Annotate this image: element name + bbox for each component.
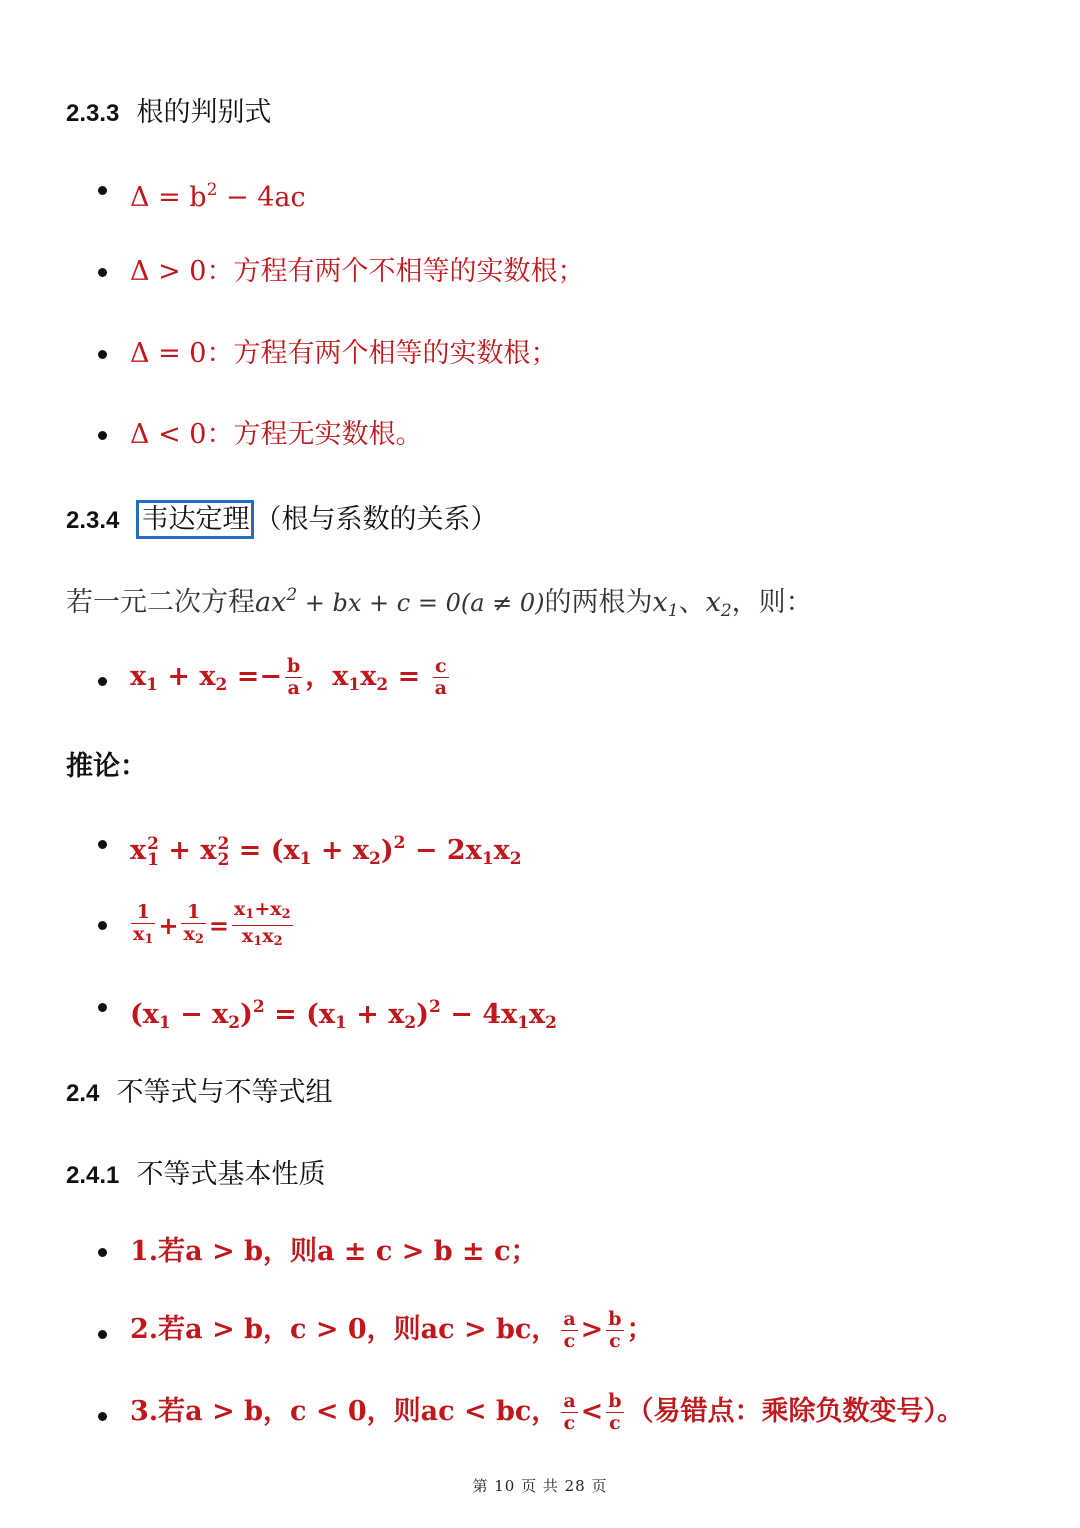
sub: 1 (481, 849, 494, 869)
bullet-icon (98, 431, 107, 440)
sub: 1 (348, 675, 361, 695)
x: x (262, 925, 274, 947)
sub: 1 (517, 1013, 530, 1033)
denominator (232, 926, 293, 952)
op: (x (130, 999, 159, 1030)
intro-eq-b: + bx + c = 0(a ≠ 0) (297, 589, 545, 617)
section-number: 2.4.1 (66, 1162, 120, 1189)
bullet-icon (98, 840, 107, 849)
p2-pre: 2.若a > b，c > 0，则ac > bc， (130, 1314, 559, 1345)
sub: 2 (369, 849, 381, 869)
sub: 1 (146, 675, 158, 695)
x: x (199, 661, 216, 692)
x: x (233, 898, 246, 920)
sub: 1 (245, 907, 255, 922)
op: + (157, 661, 200, 692)
def-sup: 2 (206, 180, 218, 200)
denominator: c (563, 1330, 576, 1352)
x: x (130, 661, 147, 692)
numerator (232, 899, 293, 926)
denominator: c (609, 1330, 621, 1352)
fraction (131, 902, 155, 950)
sup: 2 (147, 833, 159, 854)
inequality-property-1: 1.若a > b，则a ± c > b ± c； (130, 1236, 538, 1267)
op: = (x (264, 999, 336, 1030)
bullet-icon (98, 1248, 107, 1257)
boxed-term: 韦达定理 (136, 500, 254, 539)
sub: 2 (509, 849, 522, 869)
bullet-icon (98, 1412, 107, 1421)
denominator: c (563, 1412, 576, 1434)
denominator: a (287, 677, 300, 699)
intro-eq-a: ax (255, 587, 287, 618)
bullet-icon (98, 677, 107, 686)
comma: ， (305, 661, 333, 692)
op: =− (227, 661, 282, 692)
bullet-icon (98, 186, 107, 195)
formula-reciprocal-sum (128, 899, 296, 952)
numerator: a (563, 1390, 576, 1412)
heading-2-4 (66, 1070, 332, 1109)
sub: 2 (281, 907, 291, 922)
denominator (131, 924, 155, 950)
sub: 2 (228, 1013, 241, 1033)
section-title: 不等式基本性质 (136, 1159, 326, 1190)
x: x (388, 999, 405, 1030)
inequality-property-2 (130, 1309, 654, 1352)
sub: 2 (217, 849, 230, 870)
op: + (346, 999, 389, 1030)
op: + (158, 911, 179, 940)
intro-pre: 若一元二次方程 (66, 587, 255, 618)
page-footer: 第 10 页 共 28 页 (472, 1477, 608, 1495)
x: x (241, 925, 254, 947)
x: x (130, 835, 147, 866)
x: x (200, 835, 217, 866)
op: < (580, 1396, 604, 1427)
x: x (270, 898, 282, 920)
numerator: 1 (131, 902, 155, 924)
denominator (181, 924, 205, 950)
p2-end: ； (626, 1314, 654, 1345)
op: − 2x (405, 835, 482, 866)
intro-post: ，则： (731, 587, 813, 618)
fraction (561, 1391, 577, 1434)
vieta-formula (130, 656, 452, 703)
section-number: 2.3.3 (66, 100, 120, 127)
numerator: a (563, 1308, 576, 1330)
fraction (433, 656, 449, 699)
op: − 4x (440, 999, 518, 1030)
fraction (285, 656, 302, 699)
formula-difference-square (130, 989, 557, 1041)
op: = (208, 911, 229, 940)
sub: 1 (335, 1013, 347, 1033)
sub: 1 (299, 849, 312, 869)
intro-s1: 1 (667, 601, 679, 621)
numerator: 1 (181, 902, 205, 924)
section-number: 2.4 (66, 1080, 100, 1107)
paren: ) (416, 999, 430, 1030)
def-pre: Δ = b (130, 182, 207, 213)
p3-pre: 3.若a > b，c < 0，则ac < bc， (130, 1396, 559, 1427)
corollary-label: 推论： (66, 751, 147, 782)
sub: 1 (147, 849, 159, 870)
x: x (493, 835, 510, 866)
x: x (360, 661, 377, 692)
numerator: c (433, 656, 449, 678)
paren: ) (240, 999, 253, 1030)
sub: 2 (545, 1013, 557, 1033)
def-post: − 4ac (217, 182, 306, 213)
bullet-icon (98, 350, 107, 359)
intro-x1: x (652, 587, 668, 618)
discriminant-zero: Δ = 0：方程有两个相等的实数根； (130, 338, 558, 369)
paren: ) (380, 835, 394, 866)
op: − x (170, 999, 229, 1030)
sup: 2 (429, 997, 441, 1017)
discriminant-definition (130, 172, 306, 216)
fraction (606, 1309, 623, 1352)
fraction (561, 1309, 577, 1352)
section-number: 2.3.4 (66, 507, 120, 534)
discriminant-positive: Δ > 0：方程有两个不相等的实数根； (130, 256, 585, 287)
intro-s2: 2 (720, 601, 732, 621)
numerator: b (608, 1390, 622, 1412)
p3-end: （易错点：乘除负数变号）。 (626, 1396, 965, 1427)
formula-sum-of-squares (130, 825, 522, 877)
section-title-rest: （根与系数的关系） (254, 504, 498, 535)
supsub (217, 833, 230, 870)
denominator: c (609, 1412, 621, 1434)
sub: 2 (376, 675, 389, 695)
numerator: b (287, 655, 301, 677)
op: + (158, 835, 201, 866)
intro-x2: x (705, 587, 721, 618)
op: > (580, 1314, 604, 1345)
sub: 1 (253, 934, 263, 949)
op: + (311, 835, 353, 866)
sub: 1 (158, 1013, 171, 1033)
discriminant-negative: Δ < 0：方程无实数根。 (130, 419, 423, 450)
intro-mid: 的两根为 (544, 587, 653, 618)
numerator: b (608, 1308, 622, 1330)
supsub (147, 833, 159, 870)
op: + (254, 898, 271, 920)
op: = (x (229, 835, 300, 866)
op: = (388, 661, 430, 692)
sub: 2 (273, 934, 283, 949)
x: x (133, 922, 145, 945)
x: x (529, 999, 546, 1030)
heading-2-4-1 (66, 1152, 325, 1191)
bullet-icon (98, 1330, 107, 1339)
sup: 2 (252, 997, 265, 1017)
bullet-icon (98, 921, 107, 930)
intro-eq-sup: 2 (286, 585, 298, 605)
section-title: 根的判别式 (136, 97, 272, 128)
sub: 2 (194, 931, 204, 947)
sup: 2 (393, 833, 406, 853)
intro-sep: 、 (678, 587, 706, 618)
bullet-icon (98, 268, 107, 277)
x: x (332, 661, 349, 692)
vieta-intro (66, 580, 813, 621)
x: x (183, 922, 195, 945)
section-title: 不等式与不等式组 (116, 1077, 333, 1108)
heading-2-3-3 (66, 90, 271, 129)
sup: 2 (217, 833, 230, 854)
bullet-icon (98, 1003, 107, 1012)
fraction (606, 1391, 623, 1434)
sub: 1 (144, 931, 154, 947)
heading-2-3-4 (66, 497, 497, 536)
inequality-property-3 (130, 1391, 964, 1434)
fraction (181, 902, 205, 950)
sub: 2 (215, 675, 228, 695)
fraction (232, 899, 293, 952)
x: x (352, 835, 370, 866)
denominator: a (434, 677, 447, 699)
sub: 2 (404, 1013, 417, 1033)
